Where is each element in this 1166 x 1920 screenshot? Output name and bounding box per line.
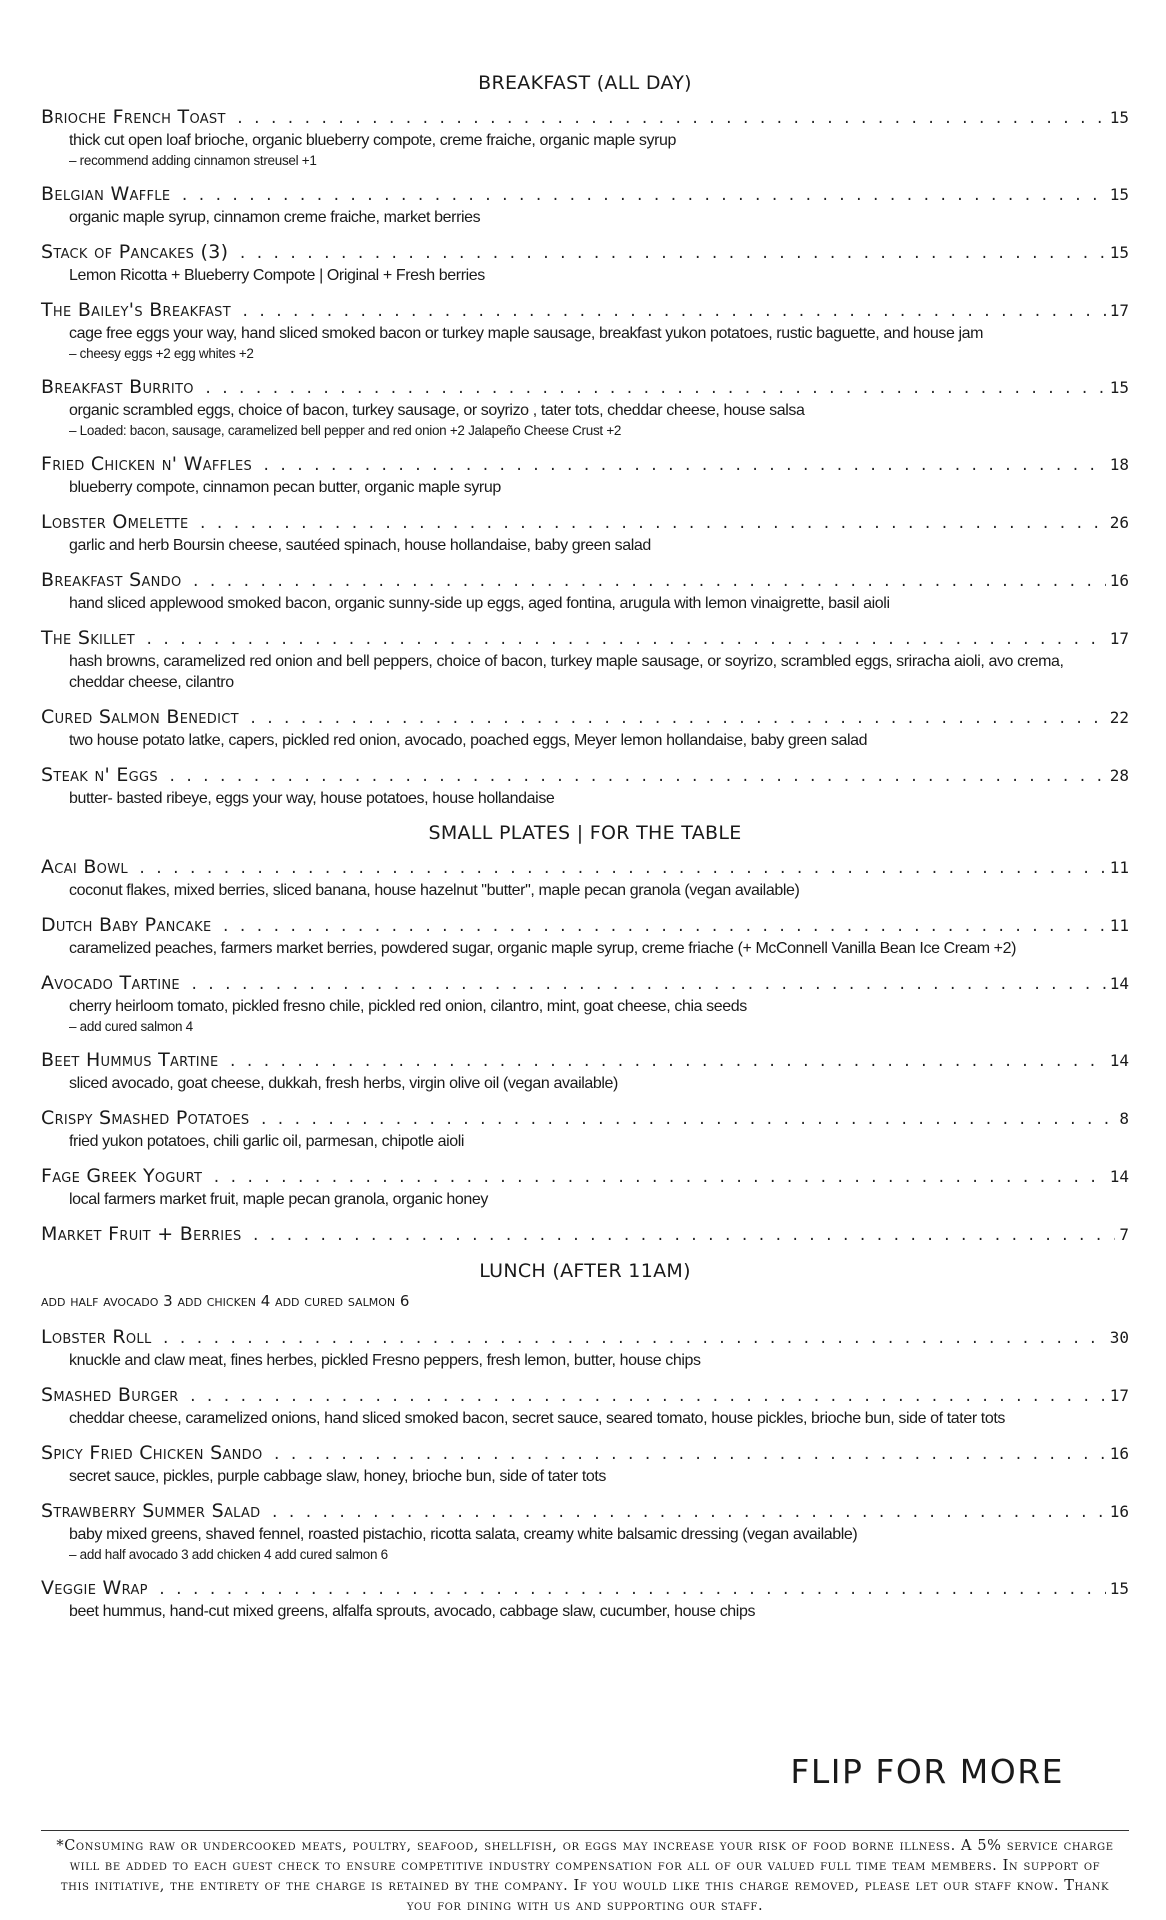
menu-item-price: 15 bbox=[1109, 108, 1129, 127]
menu-item-header bbox=[41, 509, 1129, 535]
menu-item-name: Veggie Wrap bbox=[41, 1577, 148, 1599]
dot-leader bbox=[180, 183, 1105, 209]
dot-leader bbox=[262, 453, 1106, 479]
menu-item-description: organic maple syrup, cinnamon creme fraiche, market berries bbox=[69, 209, 481, 226]
menu-item-header bbox=[41, 451, 1129, 477]
menu-item-header bbox=[41, 104, 1129, 130]
footer-disclaimer: *Consuming raw or undercooked meats, poultry, seafood, shellfish, or eggs may increase your risk of food borne illness. A 5% service charge will be added to each guest check to ensure competitive industry compensation for all of our valued full time team members. In support of this initiative, the entirety of the charge is retained by the company. If you would like this charge removed, please let our staff know. Thank you for dining with us and supporting our staff. bbox=[56, 1838, 1114, 1914]
menu-item bbox=[41, 1324, 1129, 1371]
menu-item bbox=[41, 239, 1129, 286]
lunch-items bbox=[41, 1324, 1129, 1622]
menu-item-name: Market Fruit + Berries bbox=[41, 1223, 242, 1245]
menu-item-description: fried yukon potatoes, chili garlic oil, parmesan, chipotle aioli bbox=[69, 1133, 465, 1150]
section-title-lunch: LUNCH (AFTER 11AM) bbox=[479, 1260, 691, 1282]
menu-item-description: sliced avocado, goat cheese, dukkah, fresh herbs, virgin olive oil (vegan available) bbox=[69, 1075, 618, 1092]
menu-item-description: secret sauce, pickles, purple cabbage slaw, honey, brioche bun, side of tater tots bbox=[69, 1468, 607, 1485]
menu-item bbox=[41, 1105, 1129, 1152]
menu-item-price: 11 bbox=[1109, 916, 1129, 935]
menu-item-price: 7 bbox=[1119, 1225, 1129, 1244]
menu-item-header bbox=[41, 239, 1129, 265]
menu-item-description: garlic and herb Boursin cheese, sautéed spinach, house hollandaise, baby green salad bbox=[69, 537, 651, 554]
menu-item-header bbox=[41, 625, 1129, 651]
menu-item-description: cherry heirloom tomato, pickled fresno chile, pickled red onion, cilantro, mint, goat cheese, chia seeds bbox=[69, 998, 747, 1015]
menu-item-header bbox=[41, 1221, 1129, 1247]
dot-leader bbox=[241, 299, 1106, 325]
menu-item-name: Brioche French Toast bbox=[41, 106, 226, 128]
menu-item-price: 30 bbox=[1109, 1328, 1129, 1347]
menu-item bbox=[41, 912, 1129, 959]
menu-item-description: cage free eggs your way, hand sliced smoked bacon or turkey maple sausage, breakfast yukon potatoes, rustic baguette, and house jam bbox=[69, 325, 984, 342]
menu-item-description: blueberry compote, cinnamon pecan butter, organic maple syrup bbox=[69, 479, 501, 496]
flip-for-more: FLIP FOR MORE bbox=[790, 1752, 1064, 1791]
menu-item-description: knuckle and claw meat, fines herbes, pickled Fresno peppers, fresh lemon, butter, house chips bbox=[69, 1352, 701, 1369]
menu-item-description: organic scrambled eggs, choice of bacon, turkey sausage, or soyrizo , tater tots, cheddar cheese, house salsa bbox=[69, 402, 805, 419]
menu-item-price: 14 bbox=[1109, 1167, 1129, 1186]
section-title-breakfast: BREAKFAST (ALL DAY) bbox=[478, 72, 692, 94]
menu-item bbox=[41, 1163, 1129, 1210]
menu-item-addon-note: – Loaded: bacon, sausage, caramelized bell pepper and red onion +2 Jalapeño Cheese Crust +2 bbox=[69, 423, 622, 438]
dot-leader bbox=[192, 569, 1106, 595]
menu-item-header bbox=[41, 1382, 1129, 1408]
dot-leader bbox=[189, 1384, 1106, 1410]
dot-leader bbox=[236, 106, 1106, 132]
menu-item-name: Acai Bowl bbox=[41, 856, 128, 878]
menu-item-header bbox=[41, 374, 1129, 400]
menu-item-header bbox=[41, 1047, 1129, 1073]
menu-item-description: baby mixed greens, shaved fennel, roasted pistachio, ricotta salata, creamy white balsamic dressing (vegan available) bbox=[69, 1526, 858, 1543]
menu-item bbox=[41, 104, 1129, 170]
menu-item bbox=[41, 1221, 1129, 1247]
menu-item-description: cheddar cheese, caramelized onions, hand sliced smoked bacon, secret sauce, seared tomato, house pickles, brioche bun, side of tater tots bbox=[69, 1410, 1005, 1427]
menu-item-addon-note: – recommend adding cinnamon streusel +1 bbox=[69, 153, 317, 168]
menu-item-name: Beet Hummus Tartine bbox=[41, 1049, 219, 1071]
menu-item-description: hand sliced applewood smoked bacon, organic sunny-side up eggs, aged fontina, arugula with lemon vinaigrette, basil aioli bbox=[69, 595, 890, 612]
dot-leader bbox=[212, 1165, 1106, 1191]
menu-item-price: 17 bbox=[1109, 1386, 1129, 1405]
menu-item-price: 26 bbox=[1109, 513, 1129, 532]
menu-item-name: Crispy Smashed Potatoes bbox=[41, 1107, 250, 1129]
menu-item bbox=[41, 704, 1129, 751]
menu-item bbox=[41, 509, 1129, 556]
menu-item-price: 14 bbox=[1109, 1051, 1129, 1070]
menu-item-price: 15 bbox=[1109, 185, 1129, 204]
menu-item bbox=[41, 567, 1129, 614]
dot-leader bbox=[270, 1500, 1105, 1526]
menu-item-price: 14 bbox=[1109, 974, 1129, 993]
menu-item-header bbox=[41, 912, 1129, 938]
menu-item-header bbox=[41, 181, 1129, 207]
dot-leader bbox=[273, 1442, 1106, 1468]
small-plates-section bbox=[41, 820, 1129, 1247]
menu-item-header bbox=[41, 762, 1129, 788]
dot-leader bbox=[190, 972, 1106, 998]
menu-item bbox=[41, 1575, 1129, 1622]
menu-item-name: Fried Chicken n' Waffles bbox=[41, 453, 253, 475]
menu-item-price: 17 bbox=[1109, 301, 1129, 320]
dot-leader bbox=[145, 627, 1106, 653]
menu-item bbox=[41, 1382, 1129, 1429]
menu-item-description: local farmers market fruit, maple pecan granola, organic honey bbox=[69, 1191, 488, 1208]
menu-item-header bbox=[41, 297, 1129, 323]
menu-item-name: Stack of Pancakes (3) bbox=[41, 241, 229, 263]
menu-item bbox=[41, 854, 1129, 901]
menu-item bbox=[41, 762, 1129, 809]
breakfast-section bbox=[41, 70, 1129, 809]
lunch-addons-note: add half avocado 3 add chicken 4 add cured salmon 6 bbox=[41, 1292, 410, 1310]
menu-item bbox=[41, 451, 1129, 498]
menu-item-header bbox=[41, 1440, 1129, 1466]
menu-item-addon-note: – add half avocado 3 add chicken 4 add cured salmon 6 bbox=[69, 1547, 388, 1562]
menu-item-price: 18 bbox=[1109, 455, 1129, 474]
menu-item-price: 16 bbox=[1109, 1444, 1129, 1463]
menu-item-description: hash browns, caramelized red onion and bell peppers, choice of bacon, turkey maple sausage, or soyrizo, scrambled eggs, sriracha aioli, avo crema, cheddar cheese, cilantro bbox=[69, 653, 1064, 691]
menu-item-header bbox=[41, 1498, 1129, 1524]
menu-item-price: 16 bbox=[1109, 1502, 1129, 1521]
menu-item bbox=[41, 1440, 1129, 1487]
menu-item-price: 15 bbox=[1109, 1579, 1129, 1598]
menu-item-price: 16 bbox=[1109, 571, 1129, 590]
dot-leader bbox=[238, 241, 1105, 267]
menu-item-addon-note: – add cured salmon 4 bbox=[69, 1019, 193, 1034]
menu-item-price: 8 bbox=[1119, 1109, 1129, 1128]
menu-item-price: 28 bbox=[1109, 766, 1129, 785]
menu-item-name: Breakfast Burrito bbox=[41, 376, 194, 398]
menu-item-addon-note: – cheesy eggs +2 egg whites +2 bbox=[69, 346, 254, 361]
dot-leader bbox=[259, 1107, 1115, 1133]
menu-item-description: two house potato latke, capers, pickled red onion, avocado, poached eggs, Meyer lemon hollandaise, baby green salad bbox=[69, 732, 868, 749]
footer-divider bbox=[41, 1830, 1129, 1831]
section-title-small-plates: SMALL PLATES | FOR THE TABLE bbox=[428, 822, 742, 844]
menu-item-header bbox=[41, 567, 1129, 593]
breakfast-items bbox=[41, 104, 1129, 809]
menu-item-description: beet hummus, hand-cut mixed greens, alfalfa sprouts, avocado, cabbage slaw, cucumber, house chips bbox=[69, 1603, 756, 1620]
menu-item bbox=[41, 297, 1129, 363]
menu-item-header bbox=[41, 704, 1129, 730]
menu-item-header bbox=[41, 970, 1129, 996]
menu-item bbox=[41, 1498, 1129, 1564]
menu-item-name: Strawberry Summer Salad bbox=[41, 1500, 261, 1522]
menu-item-name: The Skillet bbox=[41, 627, 135, 649]
menu-item-price: 11 bbox=[1109, 858, 1129, 877]
menu-item-name: Belgian Waffle bbox=[41, 183, 171, 205]
menu-item bbox=[41, 1047, 1129, 1094]
menu-item-name: Steak n' Eggs bbox=[41, 764, 158, 786]
menu-item-description: butter- basted ribeye, eggs your way, house potatoes, house hollandaise bbox=[69, 790, 555, 807]
menu-item-header bbox=[41, 1105, 1129, 1131]
menu bbox=[41, 70, 1129, 1633]
menu-item-price: 15 bbox=[1109, 378, 1129, 397]
menu-item-description: thick cut open loaf brioche, organic blueberry compote, creme fraiche, organic maple syrup bbox=[69, 132, 676, 149]
menu-item-header bbox=[41, 1575, 1129, 1601]
menu-item-header bbox=[41, 1324, 1129, 1350]
dot-leader bbox=[249, 706, 1106, 732]
menu-item-description: coconut flakes, mixed berries, sliced banana, house hazelnut "butter", maple pecan granola (vegan available) bbox=[69, 882, 800, 899]
menu-item-name: The Bailey's Breakfast bbox=[41, 299, 231, 321]
menu-item bbox=[41, 181, 1129, 228]
lunch-section bbox=[41, 1258, 1129, 1622]
dot-leader bbox=[162, 1326, 1106, 1352]
dot-leader bbox=[168, 764, 1106, 790]
menu-item bbox=[41, 374, 1129, 440]
menu-item-header bbox=[41, 854, 1129, 880]
dot-leader bbox=[228, 1049, 1105, 1075]
menu-item-name: Lobster Omelette bbox=[41, 511, 189, 533]
small-plates-items bbox=[41, 854, 1129, 1247]
dot-leader bbox=[222, 914, 1106, 940]
menu-item-price: 17 bbox=[1109, 629, 1129, 648]
dot-leader bbox=[199, 511, 1106, 537]
menu-item-name: Lobster Roll bbox=[41, 1326, 152, 1348]
dot-leader bbox=[158, 1577, 1106, 1603]
menu-item-price: 22 bbox=[1109, 708, 1129, 727]
menu-item-name: Spicy Fried Chicken Sando bbox=[41, 1442, 263, 1464]
dot-leader bbox=[204, 376, 1106, 402]
menu-item-name: Cured Salmon Benedict bbox=[41, 706, 239, 728]
menu-item-name: Smashed Burger bbox=[41, 1384, 179, 1406]
menu-item-price: 15 bbox=[1109, 243, 1129, 262]
menu-item bbox=[41, 970, 1129, 1036]
menu-item-name: Breakfast Sando bbox=[41, 569, 182, 591]
menu-item-header bbox=[41, 1163, 1129, 1189]
menu-item-description: caramelized peaches, farmers market berries, powdered sugar, organic maple syrup, creme friache (+ McConnell Vanilla Bean Ice Cream +2) bbox=[69, 940, 1017, 957]
menu-item-name: Fage Greek Yogurt bbox=[41, 1165, 203, 1187]
menu-item bbox=[41, 625, 1129, 693]
dot-leader bbox=[138, 856, 1106, 882]
menu-item-name: Avocado Tartine bbox=[41, 972, 180, 994]
dot-leader bbox=[252, 1223, 1116, 1249]
menu-item-description: Lemon Ricotta + Blueberry Compote | Original + Fresh berries bbox=[69, 267, 485, 284]
menu-item-name: Dutch Baby Pancake bbox=[41, 914, 212, 936]
